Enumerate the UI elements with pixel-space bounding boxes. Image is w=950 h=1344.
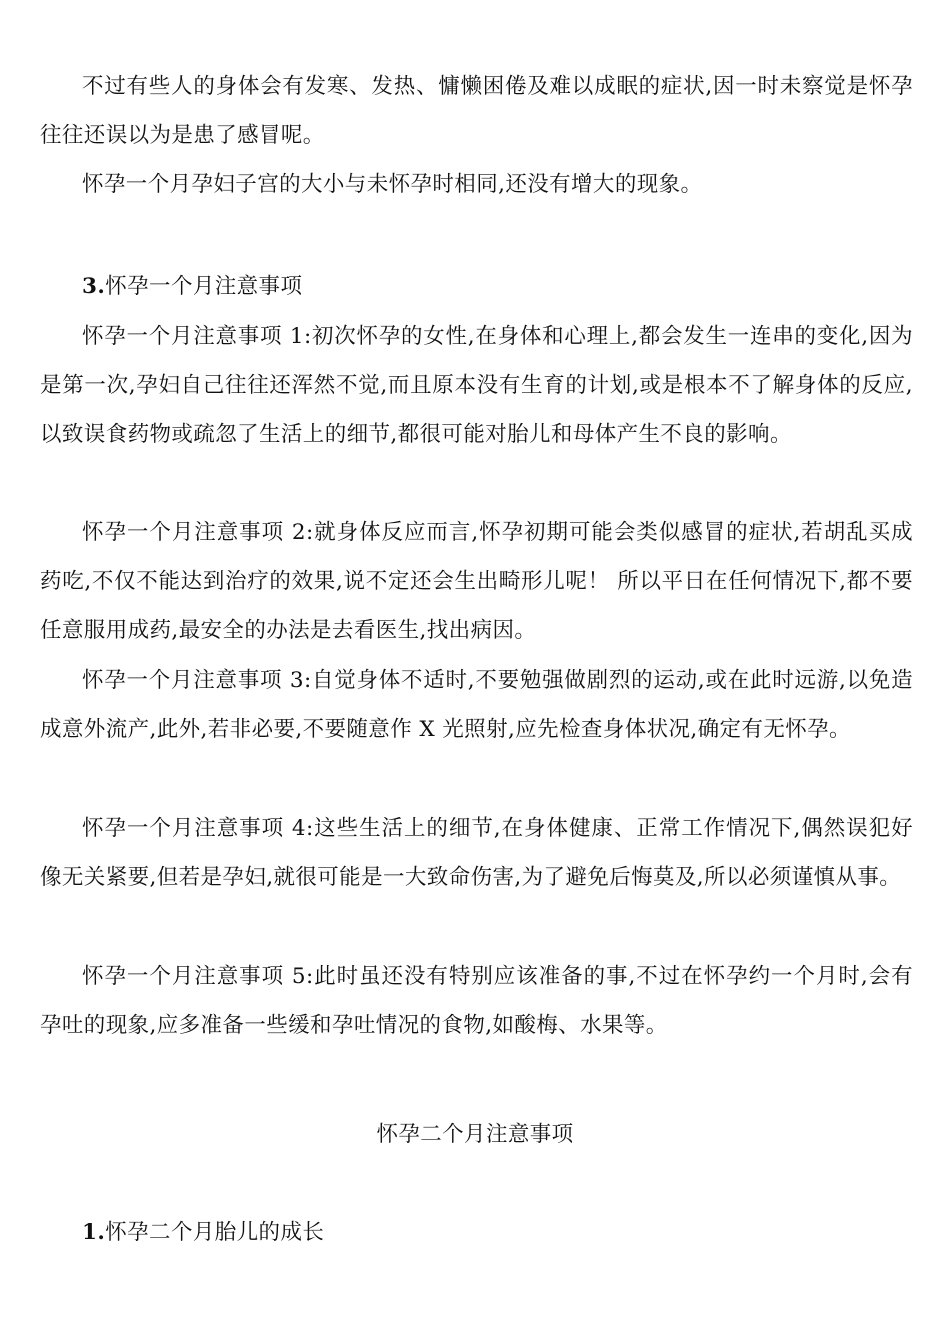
note-item-4: 怀孕一个月注意事项 4:这些生活上的细节,在身体健康、正常工作情况下,偶然误犯好像无关紧要,但若是孕妇,就很可能是一大致命伤害,为了避免后悔莫及,所以必须谨慎从事。 <box>40 816 913 890</box>
paragraph-symptoms: 不过有些人的身体会有发寒、发热、慵懒困倦及难以成眠的症状,因一时未察觉是怀孕往往还误以为是患了感冒呢。 <box>40 74 913 148</box>
section-number: 3. <box>82 274 106 299</box>
note-item-3: 怀孕一个月注意事项 3:自觉身体不适时,不要勉强做剧烈的运动,或在此时远游,以免造成意外流产,此外,若非必要,不要随意作 X 光照射,应先检查身体状况,确定有无怀孕。 <box>40 668 913 742</box>
paragraph-uterus-size: 怀孕一个月孕妇子宫的大小与未怀孕时相同,还没有增大的现象。 <box>82 172 703 197</box>
section-heading-fetus-growth <box>82 1208 324 1257</box>
section-number: 1. <box>82 1220 106 1245</box>
note-item-5: 怀孕一个月注意事项 5:此时虽还没有特别应该准备的事,不过在怀孕约一个月时,会有孕吐的现象,应多准备一些缓和孕吐情况的食物,如酸梅、水果等。 <box>40 964 913 1038</box>
note-item-2: 怀孕一个月注意事项 2:就身体反应而言,怀孕初期可能会类似感冒的症状,若胡乱买成药吃,不仅不能达到治疗的效果,说不定还会生出畸形儿呢！ 所以平日在任何情况下,都不要任意服用成药,最安全的办法是去看医生,找出病因。 <box>40 520 913 643</box>
chapter-title-month-two: 怀孕二个月注意事项 <box>376 1122 574 1147</box>
note-item-1: 怀孕一个月注意事项 1:初次怀孕的女性,在身体和心理上,都会发生一连串的变化,因为是第一次,孕妇自己往往还浑然不觉,而且原本没有生育的计划,或是根本不了解身体的反应,以致误食药物或疏忽了生活上的细节,都很可能对胎儿和母体产生不良的影响。 <box>40 324 913 447</box>
section-heading-text: 怀孕一个月注意事项 <box>105 274 303 299</box>
section-heading-month-one-notes <box>82 262 302 311</box>
section-heading-text: 怀孕二个月胎儿的成长 <box>105 1220 325 1245</box>
